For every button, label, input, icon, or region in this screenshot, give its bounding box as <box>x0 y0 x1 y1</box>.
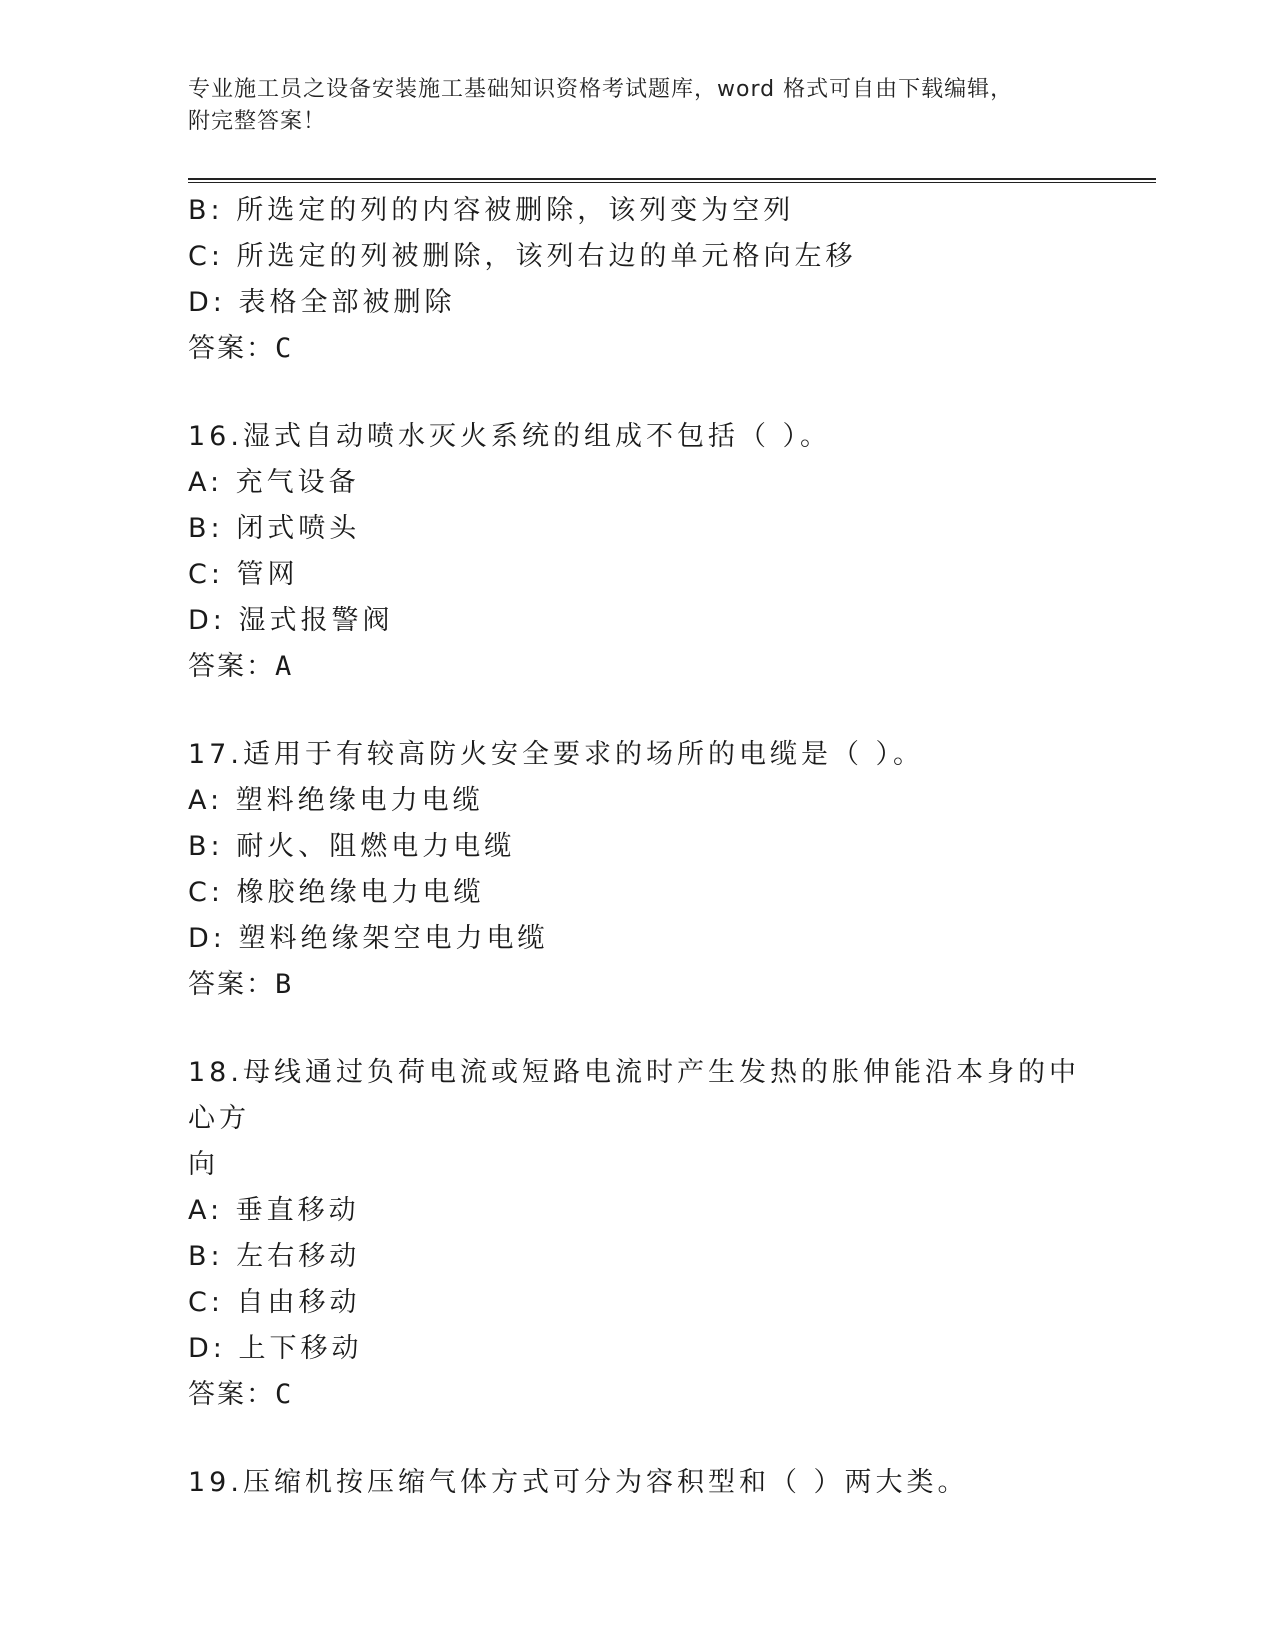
spacer <box>188 372 1088 414</box>
option-d: D: 塑料绝缘架空电力电缆 <box>188 923 549 954</box>
answer-label: 答案： <box>188 969 275 1000</box>
question-title: 17.适用于有较高防火安全要求的场所的电缆是（ ）。 <box>188 739 925 770</box>
question-title-line-2: 向 <box>188 1149 219 1180</box>
answer-label: 答案： <box>188 651 275 682</box>
option-c: C: 所选定的列被删除，该列右边的单元格向左移 <box>188 241 857 272</box>
answer-line <box>188 326 1088 372</box>
option-d: D: 湿式报警阀 <box>188 605 394 636</box>
option-d: D: 上下移动 <box>188 1333 363 1364</box>
question-title: 16.湿式自动喷水灭火系统的组成不包括（ ）。 <box>188 421 832 452</box>
question-16 <box>188 414 1088 690</box>
question-title-line-1: 18.母线通过负荷电流或短路电流时产生发热的胀伸能沿本身的中心方 <box>188 1057 1080 1134</box>
question-17 <box>188 732 1088 1008</box>
answer-line <box>188 1372 1088 1418</box>
spacer <box>188 1418 1088 1460</box>
question-content <box>188 188 1088 1506</box>
option-c: C: 管网 <box>188 559 299 590</box>
question-title: 19.压缩机按压缩气体方式可分为容积型和（ ）两大类。 <box>188 1467 969 1498</box>
option-a: A: 充气设备 <box>188 467 360 498</box>
option-c: C: 橡胶绝缘电力电缆 <box>188 877 485 908</box>
answer-label: 答案： <box>188 333 275 364</box>
answer-line <box>188 644 1088 690</box>
answer-value: C <box>275 333 294 364</box>
option-b: B: 左右移动 <box>188 1241 361 1272</box>
option-b: B: 耐火、阻燃电力电缆 <box>188 831 516 862</box>
answer-value: A <box>275 651 294 682</box>
answer-label: 答案： <box>188 1379 275 1410</box>
header-line-1: 专业施工员之设备安装施工基础知识资格考试题库，word 格式可自由下载编辑， <box>188 77 1014 102</box>
header-divider <box>188 178 1156 183</box>
option-b: B: 闭式喷头 <box>188 513 361 544</box>
option-d: D: 表格全部被删除 <box>188 287 456 318</box>
question-19 <box>188 1460 1088 1506</box>
option-c: C: 自由移动 <box>188 1287 361 1318</box>
option-b: B: 所选定的列的内容被删除，该列变为空列 <box>188 195 795 226</box>
answer-line <box>188 962 1088 1008</box>
spacer <box>188 690 1088 732</box>
option-a: A: 塑料绝缘电力电缆 <box>188 785 484 816</box>
answer-value: B <box>275 969 294 1000</box>
question-18 <box>188 1050 1088 1418</box>
spacer <box>188 1008 1088 1050</box>
document-header <box>188 74 1068 138</box>
answer-value: C <box>275 1379 294 1410</box>
prev-question-block <box>188 188 1088 372</box>
option-a: A: 垂直移动 <box>188 1195 360 1226</box>
header-line-2: 附完整答案！ <box>188 109 327 134</box>
